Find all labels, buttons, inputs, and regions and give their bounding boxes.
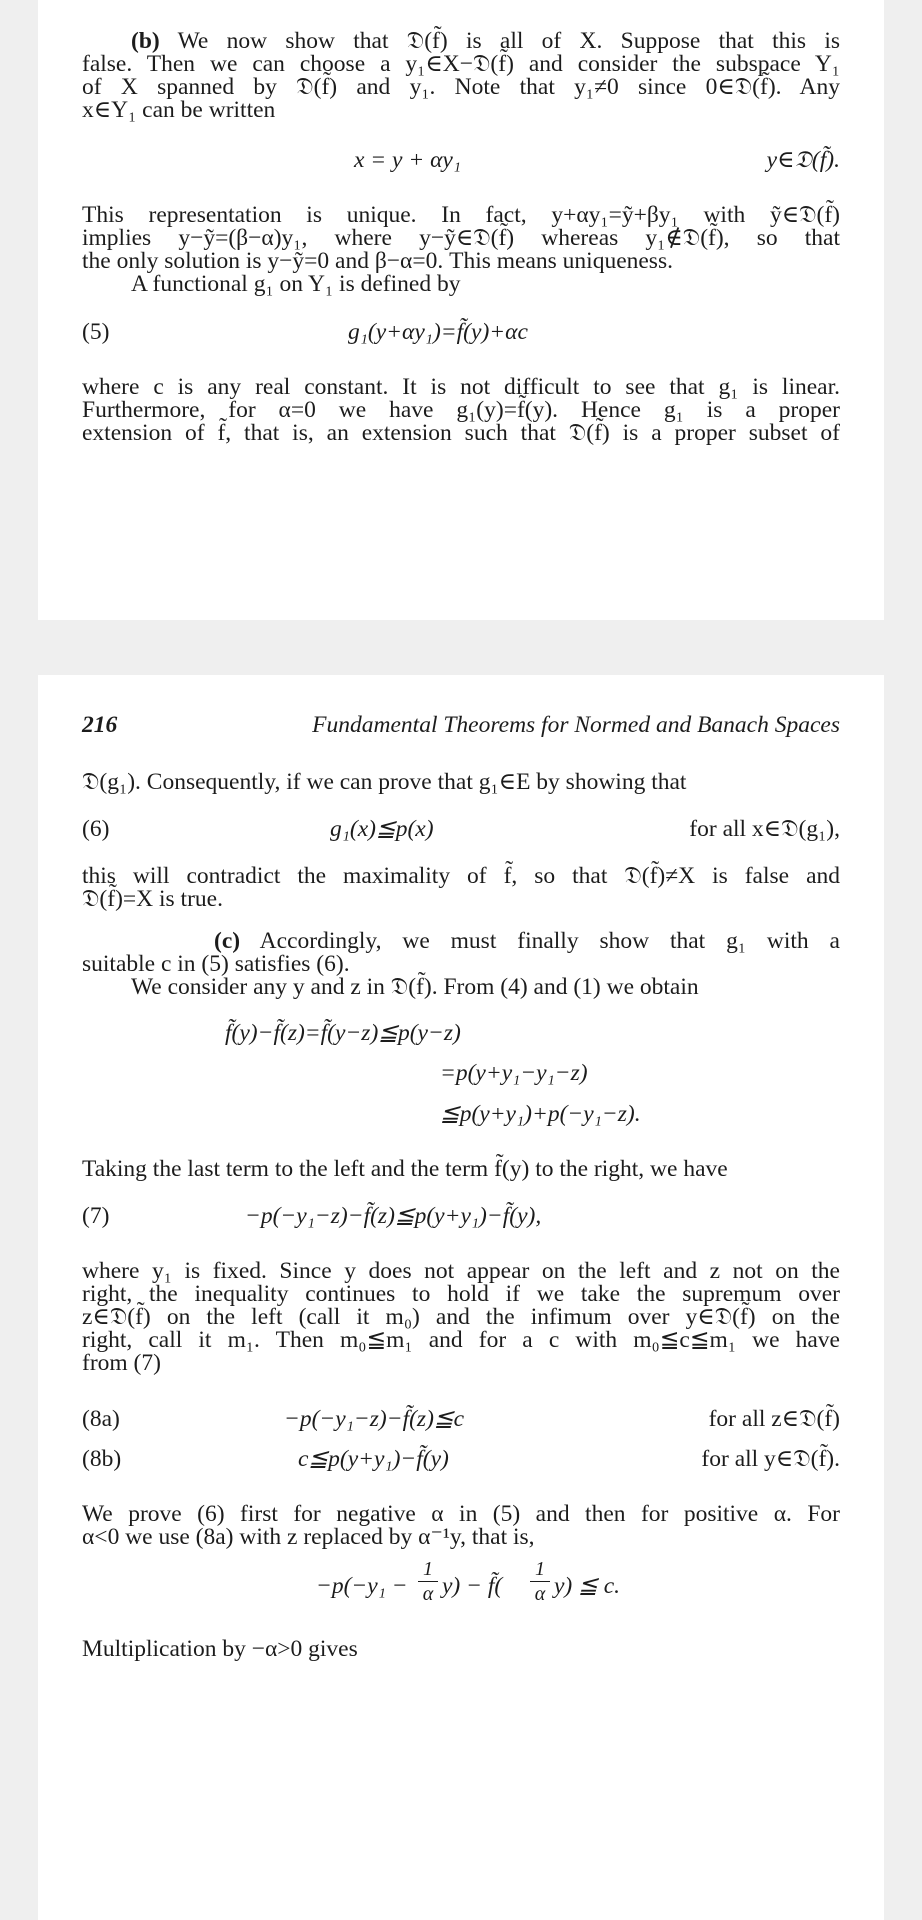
equation-7-label: (7) (82, 1203, 110, 1229)
fraction-bar-1 (418, 1581, 438, 1582)
inequality-line-1: f̃(y)−f̃(z)=f̃(y−z)≦p(y−z) (225, 1020, 461, 1046)
para-fixed-line-5: from (7) (82, 1350, 161, 1376)
para-b-line-1: (b) We now show that 𝔇(f̃) is all of X. Suppose that this is (131, 28, 840, 54)
para-unique-line-2: implies y−ỹ=(β−α)y₁, where y−ỹ∈𝔇(f̃) whereas y₁∉𝔇(f̃), so that (82, 225, 840, 251)
para-contradict-line-2: 𝔇(f̃)=X is true. (82, 886, 223, 912)
para-fixed-line-1: where y₁ is fixed. Since y does not appear on the left and z not on the (82, 1258, 840, 1284)
equation-x-condition: y∈𝔇(f̃). (766, 147, 840, 173)
para-continuation: 𝔇(g₁). Consequently, if we can prove that g₁∈E by showing that (82, 769, 687, 795)
para-where-line-3: extension of f̃, that is, an extension such that 𝔇(f̃) is a proper subset of (82, 420, 840, 446)
equation-8b-condition: for all y∈𝔇(f̃). (701, 1446, 840, 1472)
para-where-line-1: where c is any real constant. It is not difficult to see that g₁ is linear. (82, 374, 840, 400)
para-taking: Taking the last term to the left and the term f̃(y) to the right, we have (82, 1156, 728, 1182)
equation-5-label: (5) (82, 319, 110, 345)
equation-6-label: (6) (82, 816, 110, 842)
para-prove-line-2: α<0 we use (8a) with z replaced by α⁻¹y, that is, (82, 1524, 535, 1550)
para-fixed-line-2: right, the inequality continues to hold if we take the supremum over (82, 1281, 840, 1307)
equation-5: g₁(y+αy₁)=f̃(y)+αc (348, 319, 528, 345)
equation-6: g₁(x)≦p(x) (330, 816, 434, 842)
equation-8a: −p(−y₁−z)−f̃(z)≦c (284, 1406, 465, 1432)
para-fixed-line-4: right, call it m₁. Then m₀≦m₁ and for a c with m₀≦c≦m₁ we have (82, 1327, 840, 1353)
page-216 (38, 675, 884, 1920)
para-unique-line-1: This representation is unique. In fact, y+αy₁=ỹ+βy₁ with ỹ∈𝔇(f̃) (82, 202, 840, 228)
page-number: 216 (82, 712, 118, 738)
equation-9-denominator-2: α (534, 1583, 546, 1605)
equation-x: x = y + αy₁ (354, 147, 462, 173)
equation-8a-condition: for all z∈𝔇(f̃) (708, 1406, 840, 1432)
para-unique-line-3: the only solution is y−ỹ=0 and β−α=0. This means uniqueness. (82, 248, 673, 274)
equation-9-numerator-2: 1 (535, 1558, 545, 1580)
para-fixed-line-3: z∈𝔇(f̃) on the left (call it m₀) and the infimum over y∈𝔇(f̃) on the (82, 1304, 840, 1330)
para-multiplication: Multiplication by −α>0 gives (82, 1636, 358, 1662)
equation-9-fraction-2 (530, 1558, 550, 1605)
equation-9-part-2: y) − f̃( (442, 1573, 503, 1599)
running-title: Fundamental Theorems for Normed and Banach Spaces (312, 712, 840, 738)
para-where-line-2: Furthermore, for α=0 we have g₁(y)=f̃(y). Hence g₁ is a proper (82, 397, 840, 423)
para-c-line-1: (c) Accordingly, we must finally show that g₁ with a (214, 928, 840, 954)
para-prove-line-1: We prove (6) first for negative α in (5) and then for positive α. For (82, 1501, 840, 1527)
equation-6-condition: for all x∈𝔇(g₁), (689, 816, 840, 842)
para-c-line-2: suitable c in (5) satisfies (6). (82, 951, 350, 977)
page-previous (38, 0, 884, 620)
equation-8b: c≦p(y+y₁)−f̃(y) (298, 1446, 449, 1472)
equation-9-part-1: −p(−y₁ − (316, 1573, 408, 1599)
equation-8a-label: (8a) (82, 1406, 120, 1432)
fraction-bar-2 (530, 1581, 550, 1582)
equation-7: −p(−y₁−z)−f̃(z)≦p(y+y₁)−f̃(y), (245, 1203, 542, 1229)
equation-8b-label: (8b) (82, 1446, 122, 1472)
equation-9-denominator-1: α (422, 1583, 434, 1605)
para-b-line-3: of X spanned by 𝔇(f̃) and y₁. Note that y₁≠0 since 0∈𝔇(f̃). Any (82, 74, 840, 100)
para-consider: We consider any y and z in 𝔇(f̃). From (4) and (1) we obtain (131, 974, 699, 1000)
para-functional: A functional g₁ on Y₁ is defined by (131, 271, 461, 297)
para-b-line-2: false. Then we can choose a y₁∈X−𝔇(f̃) and consider the subspace Y₁ (82, 51, 840, 77)
equation-9-numerator-1: 1 (423, 1558, 433, 1580)
para-b-line-4: x∈Y₁ can be written (82, 97, 276, 123)
inequality-line-2: =p(y+y₁−y₁−z) (440, 1060, 588, 1086)
para-contradict-line-1: this will contradict the maximality of f̃, so that 𝔇(f̃)≠X is false and (82, 863, 840, 889)
inequality-line-3: ≦p(y+y₁)+p(−y₁−z). (440, 1101, 641, 1127)
equation-9-part-3: y) ≦ c. (554, 1573, 621, 1599)
equation-9-fraction-1 (418, 1558, 438, 1605)
